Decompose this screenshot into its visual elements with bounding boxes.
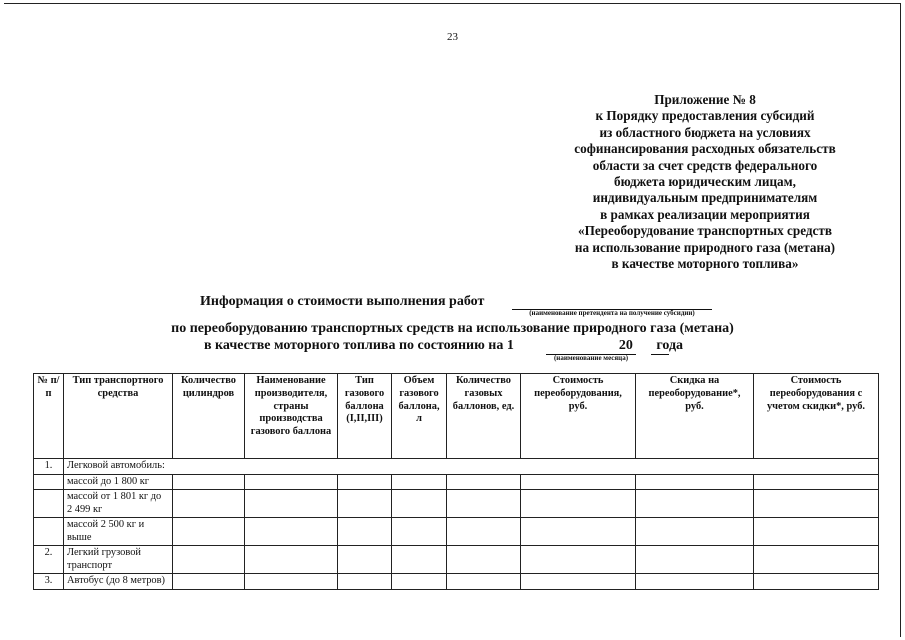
appendix-line: «Переоборудование транспортных средств <box>577 223 833 239</box>
header-cell: № п/п <box>34 374 64 459</box>
table-cell <box>521 490 636 518</box>
vehicle-type-cell: Легкий грузовой транспорт <box>64 546 173 574</box>
header-cell: Объем газового баллона, л <box>392 374 447 459</box>
table-cell <box>338 574 392 590</box>
table-cell <box>636 474 754 490</box>
appendix-block <box>520 92 890 272</box>
appendix-line: Приложение № 8 <box>654 92 756 107</box>
table-cell <box>521 474 636 490</box>
appendix-line: к Порядку предоставления субсидий <box>595 108 815 124</box>
table-cell <box>754 518 879 546</box>
heading-line-2: по переоборудованию транспортных средств на использование природного газа (метана) <box>171 321 734 336</box>
table-cell <box>173 518 245 546</box>
table-cell <box>338 546 392 574</box>
table-cell <box>392 546 447 574</box>
table-cell <box>636 518 754 546</box>
table-cell <box>754 474 879 490</box>
year-blank-line <box>651 354 669 355</box>
row-number-cell <box>34 474 64 490</box>
table-cell <box>392 574 447 590</box>
table-row <box>34 518 879 546</box>
applicant-note: (наименование претендента на получение субсидии) <box>529 309 695 317</box>
month-note: (наименование месяца) <box>553 354 629 362</box>
table-row <box>34 574 879 590</box>
table-cell <box>636 574 754 590</box>
table-cell <box>636 546 754 574</box>
table-cell <box>338 518 392 546</box>
table-cell <box>392 490 447 518</box>
vehicle-type-cell: Автобус (до 8 метров) <box>64 574 173 590</box>
table-cell <box>521 574 636 590</box>
table-cell <box>245 518 338 546</box>
table-header-row <box>34 374 879 459</box>
table-cell <box>338 474 392 490</box>
heading-line-3-prefix: в качестве моторного топлива по состоянию на 1 <box>204 338 514 353</box>
appendix-line: в качестве моторного топлива» <box>611 256 799 272</box>
header-cell: Стоимость переоборудования, руб. <box>521 374 636 459</box>
table-cell <box>521 546 636 574</box>
vehicle-type-cell: массой от 1 801 кг до 2 499 кг <box>64 490 173 518</box>
table-cell <box>245 490 338 518</box>
row-number-cell: 2. <box>34 546 64 574</box>
table-cell <box>245 574 338 590</box>
header-cell: Количество газовых баллонов, ед. <box>447 374 521 459</box>
page-number: 23 <box>447 31 458 43</box>
table-cell <box>754 490 879 518</box>
table-cell <box>245 474 338 490</box>
table-cell <box>447 490 521 518</box>
table-cell <box>392 518 447 546</box>
header-cell: Количество цилиндров <box>173 374 245 459</box>
appendix-line: индивидуальным предпринимателям <box>592 190 818 206</box>
row-number-cell <box>34 518 64 546</box>
table-cell <box>173 474 245 490</box>
vehicle-type-cell: массой 2 500 кг и выше <box>64 518 173 546</box>
table-row <box>34 474 879 490</box>
header-cell: Тип транспортного средства <box>64 374 173 459</box>
header-cell: Стоимость переоборудования с учетом скидки*, руб. <box>754 374 879 459</box>
year-prefix: 20 <box>618 338 633 353</box>
appendix-line: бюджета юридическим лицам, <box>614 174 796 190</box>
table-cell <box>447 474 521 490</box>
table-cell <box>636 490 754 518</box>
appendix-line: на использование природного газа (метана) <box>574 239 836 255</box>
table-cell <box>447 574 521 590</box>
table-cell <box>173 490 245 518</box>
appendix-line: софинансирования расходных обязательств <box>574 141 836 157</box>
header-cell: Тип газового баллона (I,II,III) <box>338 374 392 459</box>
table-cell <box>447 518 521 546</box>
table-cell <box>173 546 245 574</box>
table-row <box>34 459 879 475</box>
table-row <box>34 490 879 518</box>
vehicle-type-cell: Легковой автомобиль: <box>64 459 879 475</box>
table-cell <box>447 546 521 574</box>
table-cell <box>754 546 879 574</box>
appendix-line: в рамках реализации мероприятия <box>600 206 810 222</box>
table-row <box>34 546 879 574</box>
table-cell <box>754 574 879 590</box>
heading-line-3-suffix: года <box>656 338 684 353</box>
row-number-cell <box>34 490 64 518</box>
table-cell <box>392 474 447 490</box>
vehicle-type-cell: массой до 1 800 кг <box>64 474 173 490</box>
heading-line-1: Информация о стоимости выполнения работ <box>200 294 485 309</box>
cost-table <box>33 373 879 590</box>
header-cell: Скидка на переоборудование*, руб. <box>636 374 754 459</box>
table-cell <box>521 518 636 546</box>
table-cell <box>338 490 392 518</box>
table-cell <box>173 574 245 590</box>
table-cell <box>245 546 338 574</box>
header-cell: Наименование производителя, страны производства газового баллона <box>245 374 338 459</box>
appendix-line: из областного бюджета на условиях <box>599 124 811 140</box>
heading-line-3 <box>204 338 683 354</box>
row-number-cell: 3. <box>34 574 64 590</box>
appendix-line: области за счет средств федерального <box>592 157 818 173</box>
row-number-cell: 1. <box>34 459 64 475</box>
